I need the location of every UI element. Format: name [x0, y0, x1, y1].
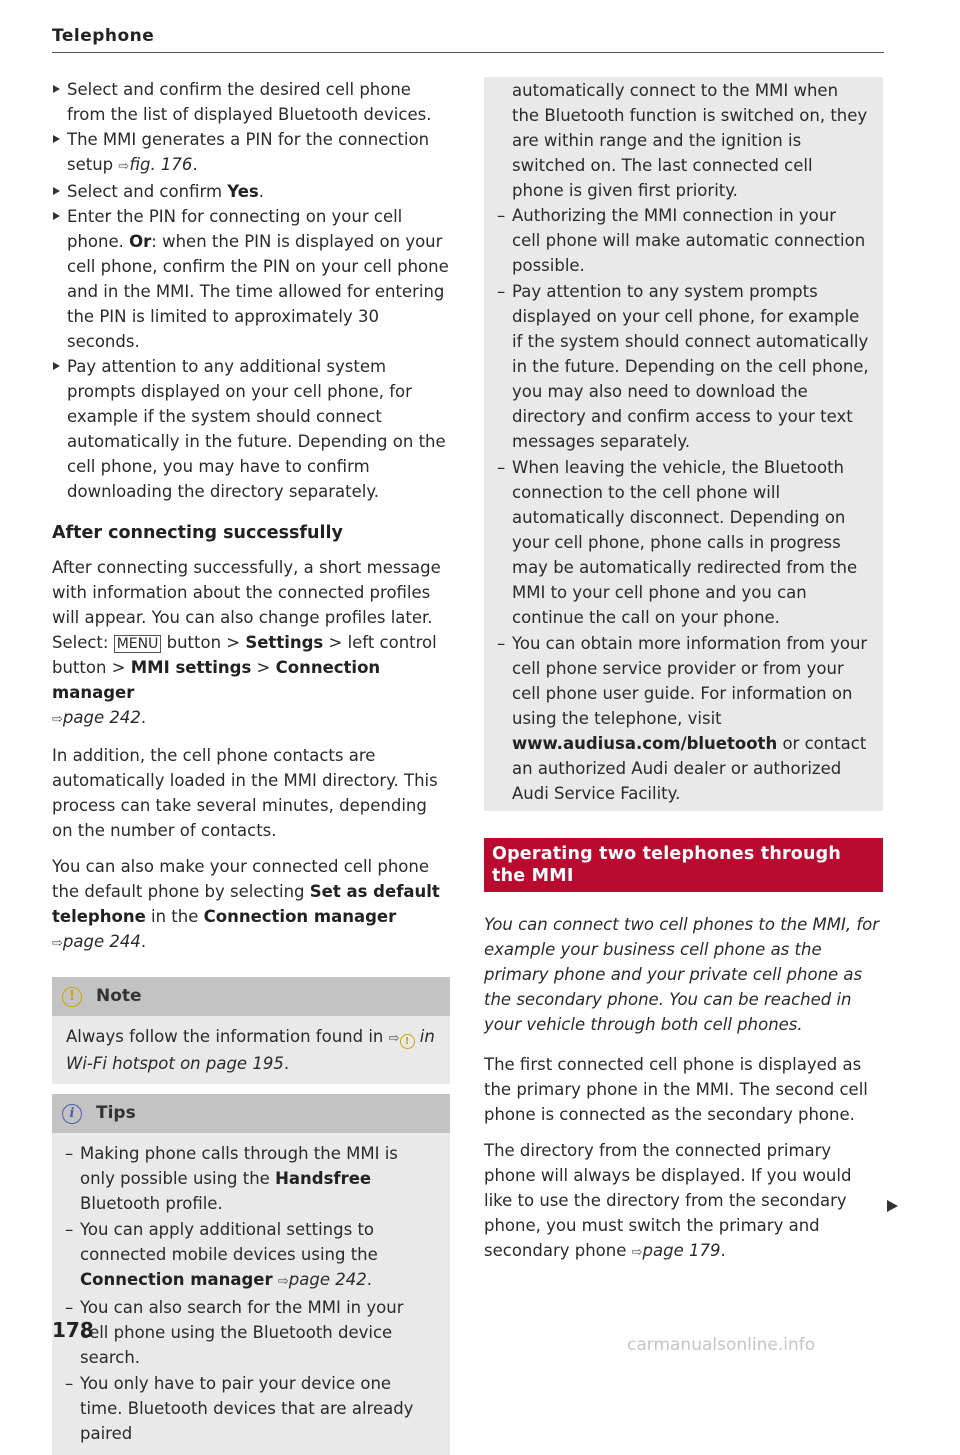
mmi-settings-label: MMI settings — [130, 658, 252, 677]
left-column — [52, 77, 450, 1455]
note-title: Note — [96, 986, 142, 1006]
instruction-step: Select and confirm the desired cell phone from the list of displayed Bluetooth devices. — [52, 77, 450, 127]
section-heading: After connecting successfully — [52, 523, 343, 543]
instruction-step — [52, 179, 450, 204]
tip-item — [484, 631, 869, 806]
tip-item: – Authorizing the MMI connection in your cell phone will make automatic connection possible. — [484, 203, 869, 278]
connection-manager-label: Connection manager — [203, 907, 397, 926]
note-box — [52, 977, 450, 1084]
cross-ref-arrow-icon: ⇨ — [118, 159, 130, 174]
text: You can obtain more information from your cell phone service provider or from your cell phone user guide. For information on using the telephone, visit — [512, 634, 868, 728]
text: in the — [145, 907, 204, 926]
instruction-step — [52, 204, 450, 354]
tip-item: – You can also search for the MMI in your cell phone using the Bluetooth device search. — [52, 1295, 436, 1370]
connection-manager-label: Connection manager — [80, 1270, 273, 1289]
set-default-phone-label: Set as default telephone — [52, 882, 440, 926]
text: or contact an authorized Audi dealer or authorized Audi Service Facility. — [512, 734, 867, 803]
connection-manager-label: Connection manager — [52, 658, 381, 702]
page-link[interactable]: in Wi-Fi hotspot on page 195 — [66, 1027, 435, 1073]
paragraph — [484, 1138, 883, 1265]
page-link[interactable]: page 242 — [288, 1270, 367, 1289]
watermark: carmanualsonline.info — [627, 1335, 816, 1355]
text: After connecting successfully, a short message with information about the connected profiles will appear. You can also change profiles later. Select: — [52, 558, 441, 652]
section-banner: Operating two telephones through the MMI — [484, 838, 883, 892]
tip-item — [52, 1141, 436, 1216]
step-text: The MMI generates a PIN for the connection setup — [67, 130, 430, 174]
info-icon: i — [62, 1104, 82, 1124]
cross-ref-arrow-icon: ⇨ — [388, 1031, 400, 1046]
page-number: 178 — [52, 1318, 94, 1342]
paragraph — [52, 854, 450, 956]
cross-ref-arrow-icon: ⇨ — [52, 936, 63, 951]
text: button > — [161, 633, 246, 652]
instruction-step — [52, 127, 450, 179]
step-text: Enter the PIN for connecting on your cell phone. — [67, 207, 403, 251]
text: You can apply additional settings to connected mobile devices using the — [80, 1220, 378, 1264]
paragraph: In addition, the cell phone contacts are automatically loaded in the MMI directory. This process can take several minutes, depending on the number of contacts. — [52, 746, 438, 840]
text: > — [251, 658, 276, 677]
step-text: . — [258, 182, 264, 201]
figure-link[interactable]: fig. 176 — [129, 155, 193, 174]
tip-item: – You only have to pair your device one time. Bluetooth devices that are already paired — [52, 1371, 436, 1446]
header-rule — [52, 52, 884, 53]
page-link[interactable]: page 242 — [62, 708, 141, 727]
text: . — [140, 708, 147, 727]
page-header-title: Telephone — [52, 26, 155, 46]
audi-bluetooth-url[interactable]: www.audiusa.com/bluetooth — [512, 734, 778, 753]
note-header — [52, 977, 450, 1016]
note-exclamation-icon: ! — [62, 987, 82, 1007]
text: . — [140, 932, 147, 951]
yes-option: Yes — [227, 182, 259, 201]
tip-item: – Pay attention to any system prompts displayed on your cell phone, for example if the system should connect automatically in the future. Depending on the cell phone, you may also need to download the directory and confirm access to your text messages separately. — [484, 279, 869, 454]
step-text: Select and confirm — [67, 182, 228, 201]
tips-box — [52, 1094, 450, 1455]
paragraph: The first connected cell phone is displayed as the primary phone in the MMI. The second cell phone is connected as the secondary phone. — [484, 1055, 868, 1124]
intro-paragraph: You can connect two cell phones to the MMI, for example your business cell phone as the primary phone and your private cell phone as the secondary phone. You can be reached in your vehicle through both cell phones. — [484, 915, 880, 1034]
text: Bluetooth profile. — [80, 1194, 223, 1213]
cross-ref-arrow-icon: ⇨ — [277, 1274, 289, 1289]
cross-ref-arrow-icon: ⇨ — [52, 712, 63, 727]
text: . — [366, 1270, 372, 1289]
tips-header — [52, 1094, 450, 1133]
right-column — [484, 77, 883, 1276]
menu-key: MENU — [114, 635, 162, 653]
handsfree-label: Handsfree — [275, 1169, 372, 1188]
text: Making phone calls through the MMI is only possible using the — [80, 1144, 398, 1188]
note-exclamation-icon: ! — [400, 1034, 415, 1049]
cross-ref-arrow-icon: ⇨ — [631, 1245, 643, 1260]
continue-arrow-icon — [887, 1200, 898, 1212]
tip-item: – When leaving the vehicle, the Bluetooth connection to the cell phone will automatically disconnect. Depending on your cell phone, phone calls in progress may be automatically redirected from the MMI to your cell phone and you can continue the call on your phone. — [484, 455, 869, 630]
paragraph — [52, 555, 450, 732]
page-link[interactable]: page 244 — [62, 932, 141, 951]
step-text: : when the PIN is displayed on your cell phone, confirm the PIN on your cell phone and in the MMI. The time allowed for entering the PIN is limited to approximately 30 seconds. — [67, 232, 449, 351]
note-body — [52, 1016, 450, 1084]
tip-continuation-text: automatically connect to the MMI when the Bluetooth function is switched on, they are within range and the ignition is switched on. The last connected cell phone is given first priority. — [512, 81, 868, 200]
step-text: . — [192, 155, 198, 174]
tips-continuation — [484, 77, 883, 811]
tip-item — [52, 1217, 436, 1294]
or-keyword: Or — [129, 232, 152, 251]
text: Always follow the information found in — [66, 1027, 389, 1046]
tips-title: Tips — [96, 1103, 136, 1123]
text: You can also make your connected cell phone the default phone by selecting — [52, 857, 430, 901]
tips-body — [52, 1133, 450, 1455]
text: . — [283, 1054, 290, 1073]
text: . — [720, 1241, 726, 1260]
settings-label: Settings — [245, 633, 324, 652]
text: The directory from the connected primary phone will always be displayed. If you would like to use the directory from the secondary phone, you must switch the primary and secondary phone — [484, 1141, 852, 1260]
text: > left control button > — [52, 633, 437, 677]
instruction-step: Pay attention to any additional system prompts displayed on your cell phone, for example if the system should connect automatically in the future. Depending on the cell phone, you may have to confirm downloading the directory separately. — [52, 354, 450, 504]
page-link[interactable]: page 179 — [642, 1241, 721, 1260]
